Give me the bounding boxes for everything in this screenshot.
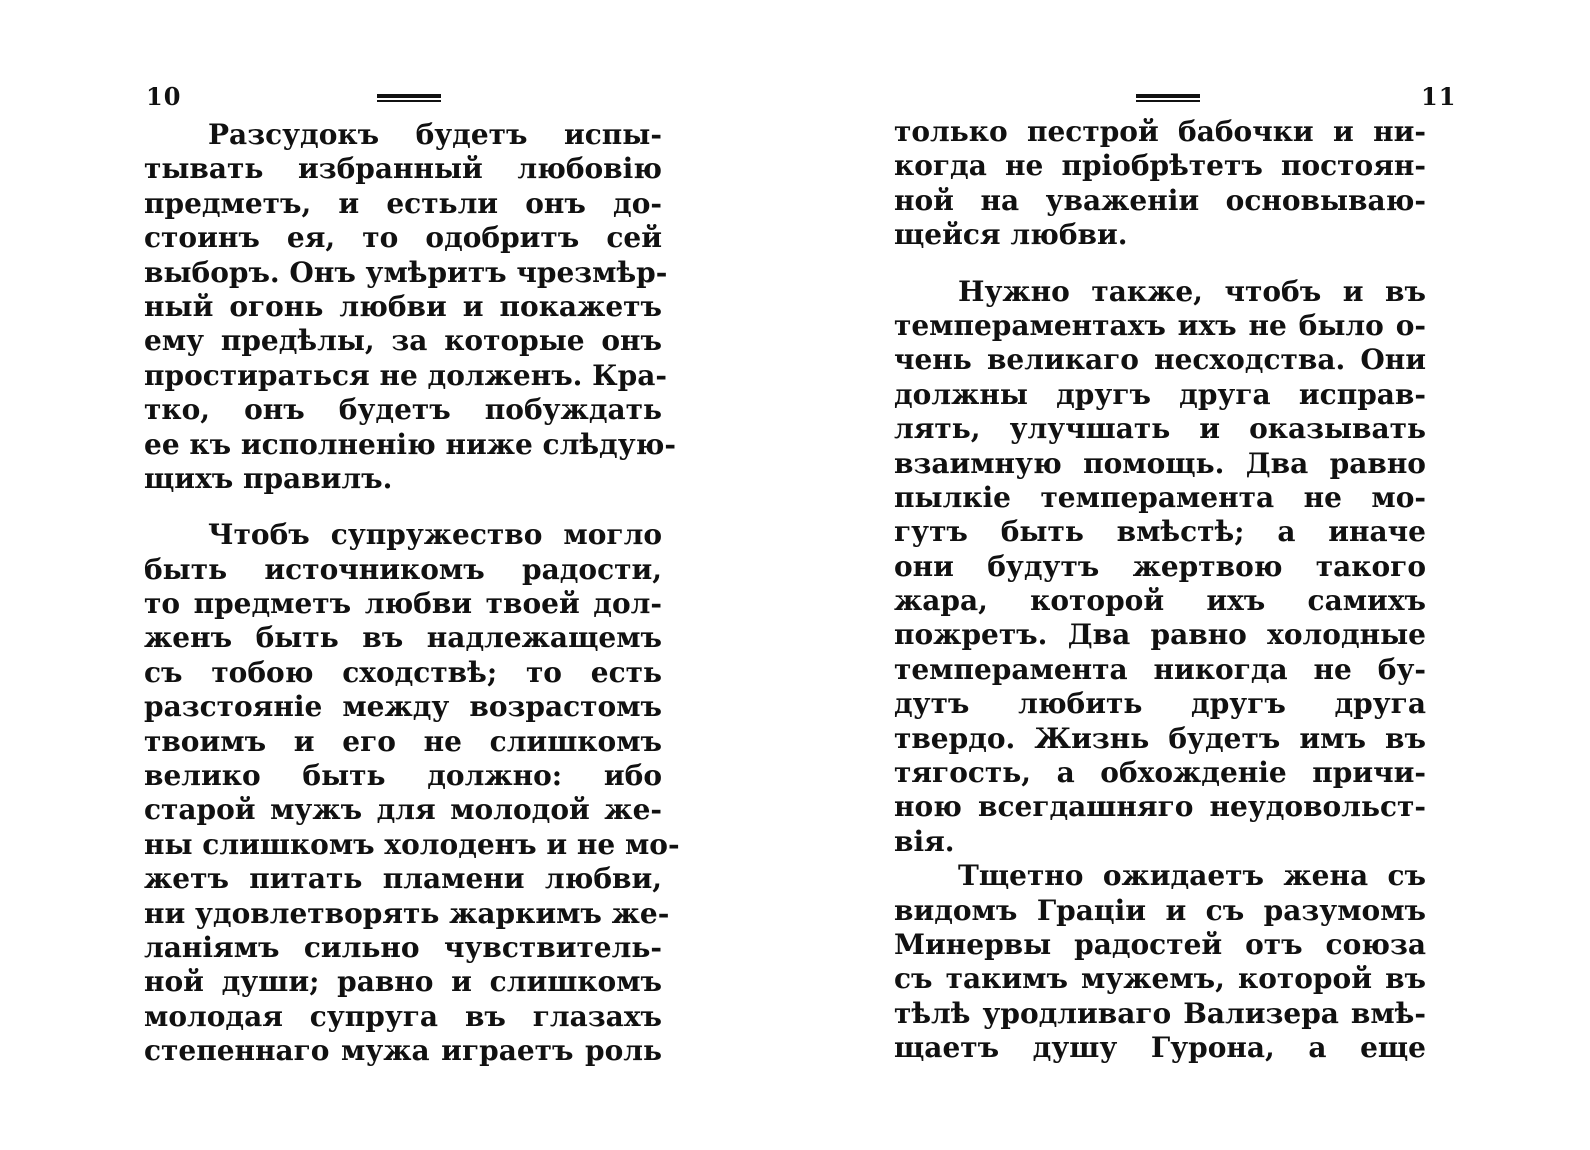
text-line: взаимную помощь. Два равно bbox=[894, 446, 1426, 480]
text-line: съ такимъ мужемъ, которой въ bbox=[894, 962, 1426, 996]
text-line: гутъ быть вмѣстѣ; а иначе bbox=[894, 515, 1426, 549]
text-line: пылкіе темперамента не мо- bbox=[894, 480, 1426, 514]
text-line: быть источникомъ радости, bbox=[144, 552, 662, 586]
text-line: должны другъ друга исправ- bbox=[894, 377, 1426, 411]
text-line: твоимъ и его не слишкомъ bbox=[144, 724, 662, 758]
text-line: ланіямъ сильно чувствитель- bbox=[144, 930, 662, 964]
paragraph bbox=[144, 518, 680, 1068]
paragraph-gap bbox=[144, 496, 662, 518]
paragraph bbox=[894, 115, 1426, 253]
text-line: степеннаго мужа играетъ роль bbox=[144, 1034, 662, 1068]
text-line: старой мужъ для молодой же- bbox=[144, 793, 662, 827]
text-line: ной на уваженіи основываю- bbox=[894, 183, 1426, 217]
text-line: ною всегдашняго неудовольст- bbox=[894, 790, 1426, 824]
right-text-block bbox=[894, 115, 1426, 1066]
page-number-right: 11 bbox=[1421, 82, 1457, 111]
text-line: ной души; равно и слишкомъ bbox=[144, 965, 662, 999]
text-line: ему предѣлы, за которые онъ bbox=[144, 324, 662, 358]
text-line: чень великаго несходства. Они bbox=[894, 343, 1426, 377]
text-line: щихъ правилъ. bbox=[144, 461, 393, 495]
paragraph bbox=[894, 275, 1426, 860]
text-line: тягость, а обхожденіе причи- bbox=[894, 756, 1426, 790]
text-line: твердо. Жизнь будетъ имъ въ bbox=[894, 721, 1426, 755]
text-line: простираться не долженъ. Кра- bbox=[144, 358, 667, 392]
text-line: разстояніе между возрастомъ bbox=[144, 690, 662, 724]
text-line: ный огонь любви и покажетъ bbox=[144, 289, 662, 323]
text-line: темпераментахъ ихъ не было о- bbox=[894, 308, 1426, 342]
text-line: выборъ. Онъ умѣритъ чрезмѣр- bbox=[144, 255, 668, 289]
text-line: вія. bbox=[894, 824, 955, 858]
text-line: тко, онъ будетъ побуждать bbox=[144, 393, 662, 427]
text-line: дутъ любить другъ друга bbox=[894, 687, 1426, 721]
text-line: Разсудокъ будетъ испы- bbox=[208, 118, 662, 151]
text-line: видомъ Граціи и съ разумомъ bbox=[894, 893, 1426, 927]
text-line: женъ быть въ надлежащемъ bbox=[144, 621, 662, 655]
paragraph bbox=[894, 859, 1426, 1065]
text-line: лять, улучшать и оказывать bbox=[894, 412, 1426, 446]
text-line: Минервы радостей отъ союза bbox=[894, 927, 1426, 961]
text-line: молодая супруга въ глазахъ bbox=[144, 999, 662, 1033]
text-line: когда не пріобрѣтетъ постоян- bbox=[894, 149, 1426, 183]
text-line: жетъ питать пламени любви, bbox=[144, 862, 662, 896]
text-line: жара, которой ихъ самихъ bbox=[894, 584, 1426, 618]
header-rule-right bbox=[1136, 94, 1200, 103]
text-line: съ тобою сходствѣ; то есть bbox=[144, 655, 662, 689]
header-rule-left bbox=[377, 94, 441, 103]
text-line: щейся любви. bbox=[894, 218, 1128, 252]
text-line: щаетъ душу Гурона, а еще bbox=[894, 1031, 1426, 1065]
text-line: пожретъ. Два равно холодные bbox=[894, 618, 1426, 652]
text-line: тывать избранный любовію bbox=[144, 152, 662, 186]
text-line: то предметъ любви твоей дол- bbox=[144, 587, 662, 621]
text-line: предметъ, и естьли онъ до- bbox=[144, 186, 662, 220]
page-number-left: 10 bbox=[146, 82, 182, 111]
text-line: Чтобъ супружество могло bbox=[208, 518, 662, 552]
text-line: ни удовлетворять жаркимъ же- bbox=[144, 896, 670, 930]
right-page bbox=[795, 0, 1590, 1150]
text-line: темперамента никогда не бу- bbox=[894, 652, 1426, 686]
text-line: они будутъ жертвою такого bbox=[894, 549, 1426, 583]
paragraph bbox=[144, 118, 676, 496]
text-line: тѣлѣ уродливаго Вализера вмѣ- bbox=[894, 996, 1426, 1030]
text-line: ее къ исполненію ниже слѣдую- bbox=[144, 427, 676, 461]
text-line: стоинъ ея, то одобритъ сей bbox=[144, 221, 662, 255]
text-line: Тщетно ожидаетъ жена съ bbox=[958, 859, 1426, 893]
text-line: Нужно также, чтобъ и въ bbox=[958, 274, 1426, 308]
text-line: ны слишкомъ холоденъ и не мо- bbox=[144, 827, 680, 861]
text-line: только пестрой бабочки и ни- bbox=[894, 115, 1426, 148]
text-line: велико быть должно: ибо bbox=[144, 759, 662, 793]
paragraph-gap bbox=[894, 253, 1426, 275]
left-text-block bbox=[144, 118, 680, 1069]
